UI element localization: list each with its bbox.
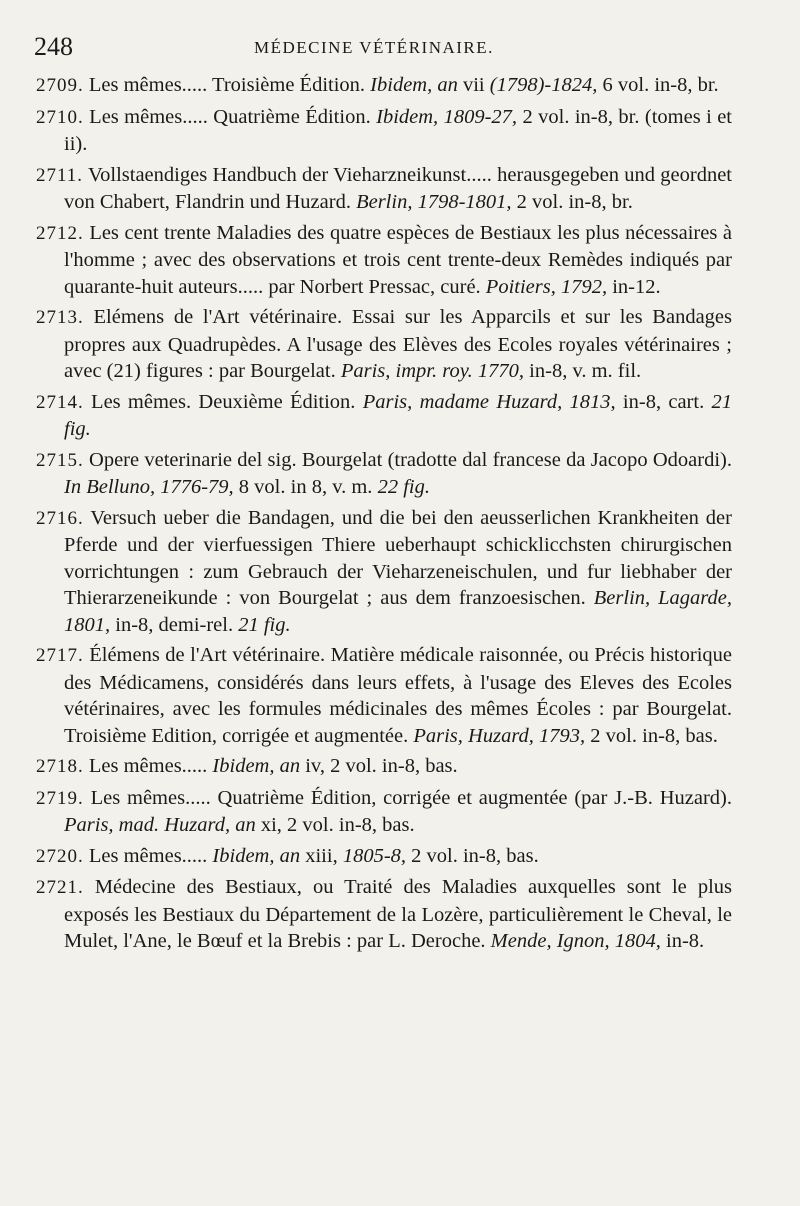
page-number: 248 xyxy=(34,32,73,61)
entry-text: Elémens de l'Art vétérinaire. Essai sur les Apparcils et sur les Bandages propres aux Quadrupèdes. A l'usage des Elèves des Ecoles royales vétérinaires ; avec (21) figures : par Bourgelat. xyxy=(64,306,733,382)
entry-imprint: Ibidem, an xyxy=(212,755,301,777)
catalog-entry xyxy=(36,843,732,871)
catalog-entry xyxy=(36,753,732,781)
entry-imprint: (1798)-1824, xyxy=(489,74,598,96)
entry-text: in-8, cart. xyxy=(615,390,712,413)
running-title: MÉDECINE VÉTÉRINAIRE. xyxy=(254,38,494,57)
catalog-entry xyxy=(36,642,732,749)
entry-imprint: Berlin, Lagarde, 1801, xyxy=(64,587,732,636)
catalog-entry xyxy=(36,104,732,158)
catalog-entries xyxy=(36,72,732,959)
entry-text: Élémens de l'Art vétérinaire. Matière médicale raisonnée, ou Précis historique des Médicamens, considérés dans leurs effets, à l'usage des Eleves des Ecoles vétérinaires, avec les formules médicinales des mêmes Écoles : par Bourgelat. Troisième Edition, corrigée et augmentée. xyxy=(64,644,732,747)
catalog-entry xyxy=(36,874,732,955)
catalog-entry xyxy=(36,304,732,385)
entry-number: 2721. xyxy=(36,877,84,898)
entry-text: Opere veterinarie del sig. Bourgelat (tradotte dal francese da Jacopo Odoardi). xyxy=(89,448,733,471)
entry-imprint: Poitiers, 1792, xyxy=(485,275,608,298)
entry-text: Les mêmes. Deuxième Édition. xyxy=(91,390,363,413)
entry-text: in-12. xyxy=(607,275,661,298)
entry-imprint: Paris, mad. Huzard, an xyxy=(64,814,256,836)
entry-imprint: 1805-8, xyxy=(342,844,407,867)
entry-imprint: Paris, Huzard, 1793, xyxy=(413,724,586,747)
entry-text: Les mêmes..... xyxy=(88,844,213,867)
catalog-entry xyxy=(36,505,732,639)
entry-text: in-8, demi-rel. xyxy=(110,613,239,636)
entry-text: Médecine des Bestiaux, ou Traité des Maladies auxquelles sont le plus exposés les Bestiaux du Département de la Lozère, particulièrement le Cheval, le Mulet, l'Ane, le Bœuf et la Brebis : par L. Deroche. xyxy=(64,876,733,952)
entry-number: 2711. xyxy=(36,164,84,186)
entry-imprint: Ibidem, an xyxy=(370,74,458,96)
entry-number: 2709. xyxy=(36,75,84,96)
entry-number: 2715. xyxy=(36,449,84,471)
entry-number: 2718. xyxy=(36,756,84,777)
entry-number: 2716. xyxy=(36,507,84,529)
entry-imprint: In Belluno, 1776-79, xyxy=(64,476,234,498)
catalog-entry xyxy=(36,220,732,301)
entry-text: 2 vol. in-8, br. xyxy=(511,191,633,213)
catalog-entry xyxy=(36,389,732,443)
catalog-entry xyxy=(36,72,732,100)
entry-text: Les cent trente Maladies des quatre espèces de Bestiaux les plus nécessaires à l'homme ; avec des observations et trois cent trente-deux Remèdes indiqués par quarante-huit auteurs..... par Norbert Pressac, curé. xyxy=(64,221,732,298)
entry-number: 2713. xyxy=(36,307,84,328)
entry-text: 2 vol. in-8, br. (tomes i et ii). xyxy=(64,105,733,155)
entry-text: 6 vol. in-8, br. xyxy=(597,74,719,96)
entry-imprint: Ibidem, 1809-27, xyxy=(376,105,518,128)
entry-text: vii xyxy=(457,74,490,96)
entry-text: 2 vol. in-8, bas. xyxy=(585,724,718,747)
entry-text: iv, 2 vol. in-8, bas. xyxy=(300,755,458,777)
catalog-entry xyxy=(36,447,732,501)
entry-number: 2719. xyxy=(36,787,84,809)
entry-text: Versuch ueber die Bandagen, und die bei den aeusserlichen Krankheiten der Pferde und der vierfuessigen Thiere ueberhaupt schicklicchsten chirurgischen vorrichtungen : zum Gebrauch der Vieharzeneischulen, und fur liebhaber der Thierarzeneikunde : von Bourgelat ; aus dem franzoesischen. xyxy=(64,506,732,609)
entry-imprint: 22 fig. xyxy=(377,476,430,498)
entry-imprint: 21 fig. xyxy=(238,613,291,636)
entry-imprint: 21 fig. xyxy=(64,390,732,440)
entry-number: 2710. xyxy=(36,106,84,128)
entry-text: 2 vol. in-8, bas. xyxy=(406,844,539,867)
entry-number: 2712. xyxy=(36,222,84,244)
entry-text: xi, 2 vol. in-8, bas. xyxy=(255,814,415,836)
entry-text: Les mêmes..... Quatrième Édition, corrigée et augmentée (par J.-B. Huzard). xyxy=(90,786,733,809)
entry-text: Les mêmes..... Quatrième Édition. xyxy=(89,105,377,128)
entry-text: in-8, v. m. fil. xyxy=(524,360,642,382)
entry-text: Les mêmes..... xyxy=(88,755,213,777)
entry-text: xiii, xyxy=(300,844,343,867)
entry-imprint: Paris, madame Huzard, 1813, xyxy=(362,390,616,413)
entry-text: Vollstaendiges Handbuch der Vieharzneikunst..... herausgegeben und geordnet von Chabert, Flandrin und Huzard. xyxy=(64,163,732,213)
entry-text: Les mêmes..... Troisième Édition. xyxy=(88,74,371,96)
entry-text: 8 vol. in 8, v. m. xyxy=(233,476,378,498)
catalog-entry xyxy=(36,162,732,216)
entry-imprint: Paris, impr. roy. 1770, xyxy=(340,360,525,382)
entry-number: 2717. xyxy=(36,645,84,666)
entry-imprint: Mende, Ignon, 1804, xyxy=(490,930,661,952)
catalog-entry xyxy=(36,785,732,839)
entry-number: 2714. xyxy=(36,391,84,413)
entry-imprint: Ibidem, an xyxy=(212,844,301,867)
entry-text: in-8. xyxy=(660,930,705,952)
entry-number: 2720. xyxy=(36,845,84,867)
entry-imprint: Berlin, 1798-1801, xyxy=(356,191,512,213)
page-header xyxy=(34,30,754,70)
